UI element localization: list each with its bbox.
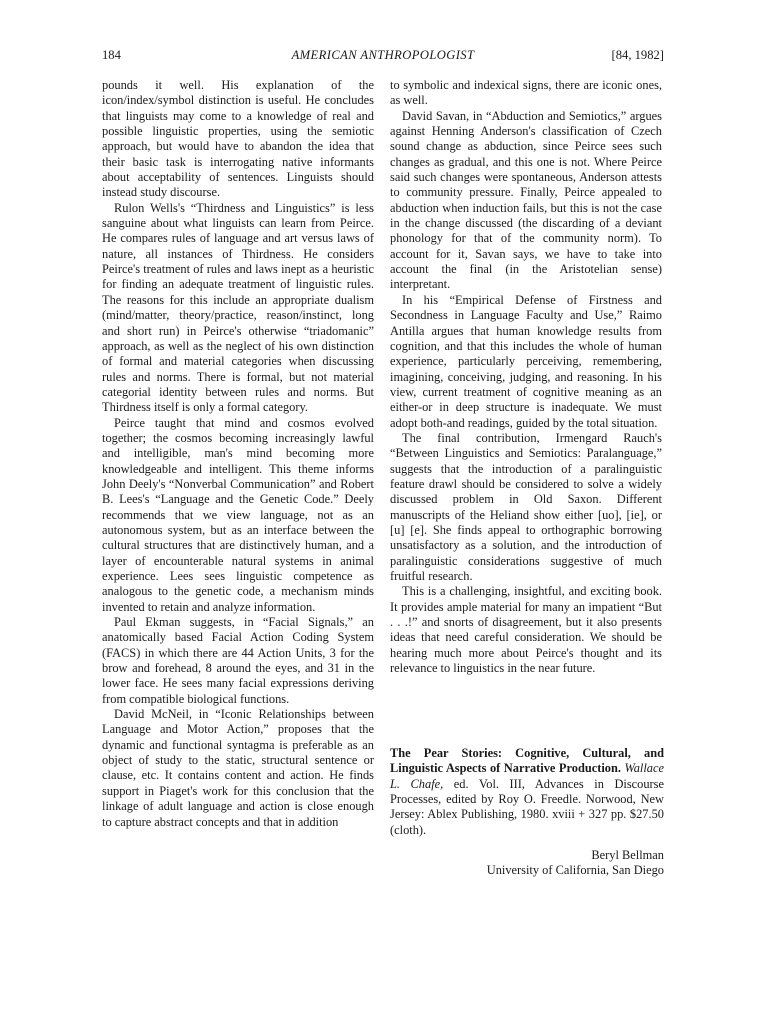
paragraph: Rulon Wells's “Thirdness and Linguistics” is less sanguine about what linguists can learn from Peirce. He compares rules of language and art versus laws of nature, all instances of Thirdness. He considers Peirce's treatment of rules and laws inept as a heuristic for finding an adequate treatment of linguistic rules. The reasons for this include an appropriate dualism (mind/matter, theory/practice, reason/instinct, long and short run) in Peirce's otherwise “triadomanic” approach, as well as the neglect of his own distinction of formal and material categories when discussing rules and norms. There is formal, but not material categorial identity between rules and norms. But Thirdness itself is only a formal category. (102, 200, 374, 415)
paragraph: David Savan, in “Abduction and Semiotics,” argues against Henning Anderson's classification of Czech sound change as abduction, since Peirce sees such changes as gradual, and this one is not. Where Peirce said such changes were spontaneous, Anderson attests to community pressure. Finally, Peirce appealed to abduction when induction fails, but this is not the case in the change discussed (the discarding of a deviant phonology for that of the community norm). To account for it, Savan says, we have to take into account the final (in the Aristotelian sense) interpretant. (390, 108, 662, 292)
volume-year: [84, 1982] (611, 48, 664, 62)
paragraph: David McNeil, in “Iconic Relationships between Language and Motor Action,” proposes that the dynamic and functional syntagma is preferable as an object of study to the static, structural sentence or clause, etc. It contains content and action. He finds support in Piaget's work for this conclusion that the linkage of adult language and action is close enough to capture abstract concepts and that in addition (102, 707, 374, 829)
book-title: The Pear Stories: Cognitive, Cultural, and Linguistic Aspects of Narrative Production. (390, 746, 664, 776)
journal-title: AMERICAN ANTHROPOLOGIST (291, 48, 475, 62)
running-header (102, 47, 664, 63)
paragraph: The final contribution, Irmengard Rauch's “Between Linguistics and Semiotics: Paralanguage,” suggests that the introduction of a paralinguistic feature drawl should be considered to solve a widely discussed problem in Old Saxon. Different manuscripts of the Heliand show either [uo], [ie], or [u] [e]. She finds appeal to orthographic borrowing unsatisfactory as a solution, and the introduction of paralinguistic considerations suggestive of much fruitful research. (390, 430, 662, 583)
right-column (390, 78, 662, 676)
paragraph: Peirce taught that mind and cosmos evolved together; the cosmos becoming increasingly lawful and intelligible, man's mind becoming more knowledgeable and intelligent. This theme informs John Deely's “Nonverbal Communication” and Robert B. Lees's “Language and the Genetic Code.” Deely recommends that we view language, not as an autonomous system, but as an interface between the cultural structures that are distinctively human, and a layer of encounterable natural systems in animal experience. Lees sees linguistic competence as analogous to the genetic code, a mechanism minds invented to retain and analyze information. (102, 415, 374, 614)
paragraph: In his “Empirical Defense of Firstness and Secondness in Language Faculty and Use,” Raimo Antilla argues that human knowledge results from cognition, and that this includes the whole of human experience, particularly perceiving, remembering, imagining, conceiving, judging, and reasoning. In his view, current treatment of cognitive meaning as an either-or in deep structure is inadequate. We must adopt both-and readings, guided by the total situation. (390, 292, 662, 430)
paragraph: to symbolic and indexical signs, there are iconic ones, as well. (390, 78, 662, 108)
page-number: 184 (102, 48, 121, 62)
paragraph: pounds it well. His explanation of the icon/index/symbol distinction is useful. He concludes that linguists may come to a knowledge of real and possible linguistic properties, using the semiotic approach, but would have to abandon the idea that their basic task is interrogating native informants about acceptability of sentences. Linguists should instead study discourse. (102, 78, 374, 200)
reviewer-signature (390, 848, 664, 879)
book-details: ed. Vol. III, Advances in Discourse Processes, edited by Roy O. Freedle. Norwood, New Jersey: Ablex Publishing, 1980. xviii + 327 pp. $27.50 (cloth). (390, 776, 664, 837)
left-column (102, 78, 374, 830)
reviewer-name: Beryl Bellman (591, 848, 664, 862)
paragraph: This is a challenging, insightful, and exciting book. It provides ample material for many an impatient “But . . .!” and snorts of disagreement, but it also presents ideas that need careful consideration. We should be hearing much more about Peirce's thought and its relevance to linguistics in the near future. (390, 584, 662, 676)
book-editor: Wallace L. Chafe, (390, 761, 664, 791)
book-review-heading (390, 746, 664, 838)
paragraph: Paul Ekman suggests, in “Facial Signals,” an anatomically based Facial Action Coding System (FACS) in which there are 44 Action Units, 3 for the brow and forehead, 8 around the eyes, and 31 in the lower face. He sees many facial expressions deriving from compatible biological functions. (102, 615, 374, 706)
reviewer-affiliation: University of California, San Diego (486, 863, 664, 878)
